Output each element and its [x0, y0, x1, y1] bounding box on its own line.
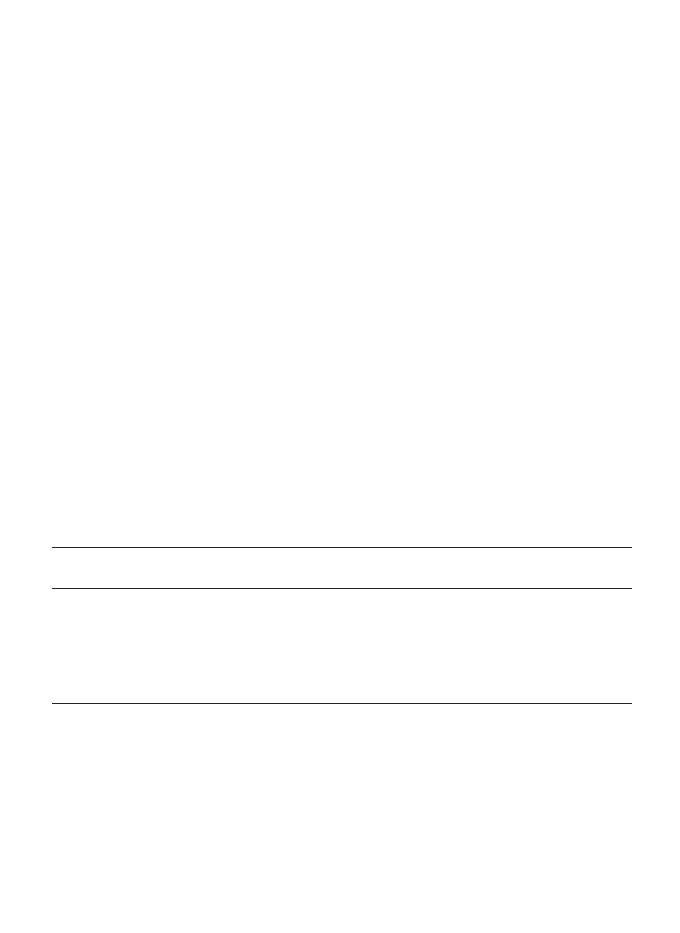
table-top-rule: [52, 547, 632, 548]
table-header-rule: [52, 588, 632, 589]
table-bottom-rule: [52, 703, 632, 704]
